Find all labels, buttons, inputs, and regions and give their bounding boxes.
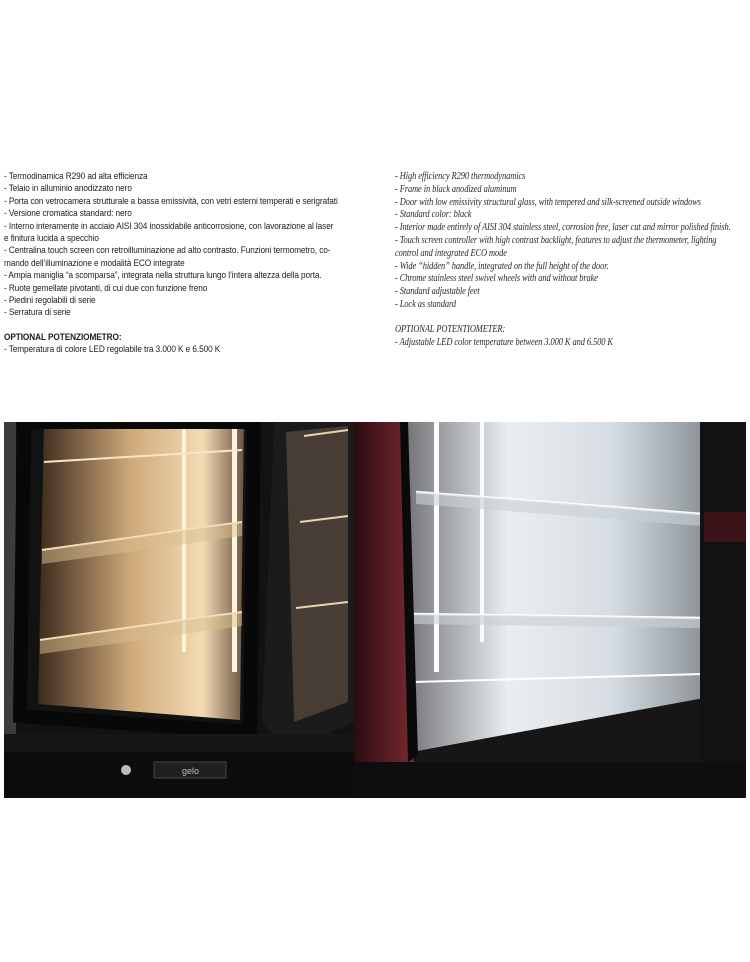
optional-item-it: - Temperatura di colore LED regolabile tra 3.000 K e 6.500 K [4, 344, 221, 356]
list-item: - Interior made entirely of AISI 304 stainless steel, corrosion free, laser cut and mirror polished finish. [395, 222, 731, 234]
list-item: - Versione cromatica standard: nero [4, 208, 132, 220]
list-item: e finitura lucida a specchio [4, 233, 99, 245]
list-item: - Telaio in alluminio anodizzato nero [4, 183, 132, 195]
list-item: control and integrated ECO mode [395, 247, 507, 259]
list-item: - Porta con vetrocamera strutturale a bassa emissività, con vetri esterni temperati e serigrafati [4, 195, 338, 207]
english-feature-list [395, 171, 750, 349]
list-item: - Interno interamente in acciaio AISI 304 inossidabile anticorrosione, con lavorazione al laser [4, 220, 334, 232]
display-cabinet-illustration [4, 422, 746, 798]
cold-cabinet [354, 422, 746, 798]
list-item: - Standard color: black [395, 209, 472, 221]
optional-title-it: OPTIONAL POTENZIOMETRO: [4, 331, 122, 343]
list-item: - Ruote gemellate pivotanti, di cui due con funzione freno [4, 282, 208, 294]
list-item: - Serratura di serie [4, 307, 71, 319]
list-item: - Ampia maniglia “a scomparsa”, integrata nella struttura lungo l’intera altezza della porta. [4, 270, 322, 282]
list-item: - Frame in black anodized aluminum [395, 183, 517, 195]
list-item: - Centralina touch screen con retroilluminazione ad alto contrasto. Funzioni termometro, co- [4, 245, 331, 257]
optional-item-en: - Adjustable LED color temperature between 3.000 K and 6.500 K [395, 336, 613, 348]
list-item: - Lock as standard [395, 298, 456, 310]
list-item: - Door with low emissivity structural glass, with tempered and silk-screened outside windows [395, 196, 701, 208]
control-panel-label: gelo [182, 766, 200, 776]
product-photo [4, 422, 746, 798]
optional-title-en: OPTIONAL POTENTIOMETER: [395, 323, 506, 335]
list-item: - Termodinamica R290 ad alta efficienza [4, 171, 148, 182]
list-item: - Standard adjustable feet [395, 286, 480, 298]
list-item: mando dell’illuminazione e modalità ECO integrate [4, 257, 185, 269]
italian-feature-list [4, 171, 376, 357]
list-item: - Touch screen controller with high contrast backlight, features to adjust the thermometer, lighting [395, 234, 717, 246]
list-item: - Piedini regolabili di serie [4, 295, 96, 307]
list-item: - Chrome stainless steel swivel wheels with and without brake [395, 273, 598, 285]
list-item: - Wide “hidden” handle, integrated on the full height of the door. [395, 260, 609, 272]
list-item: - High efficiency R290 thermodynamics [395, 171, 526, 182]
warm-cabinet [4, 422, 354, 798]
